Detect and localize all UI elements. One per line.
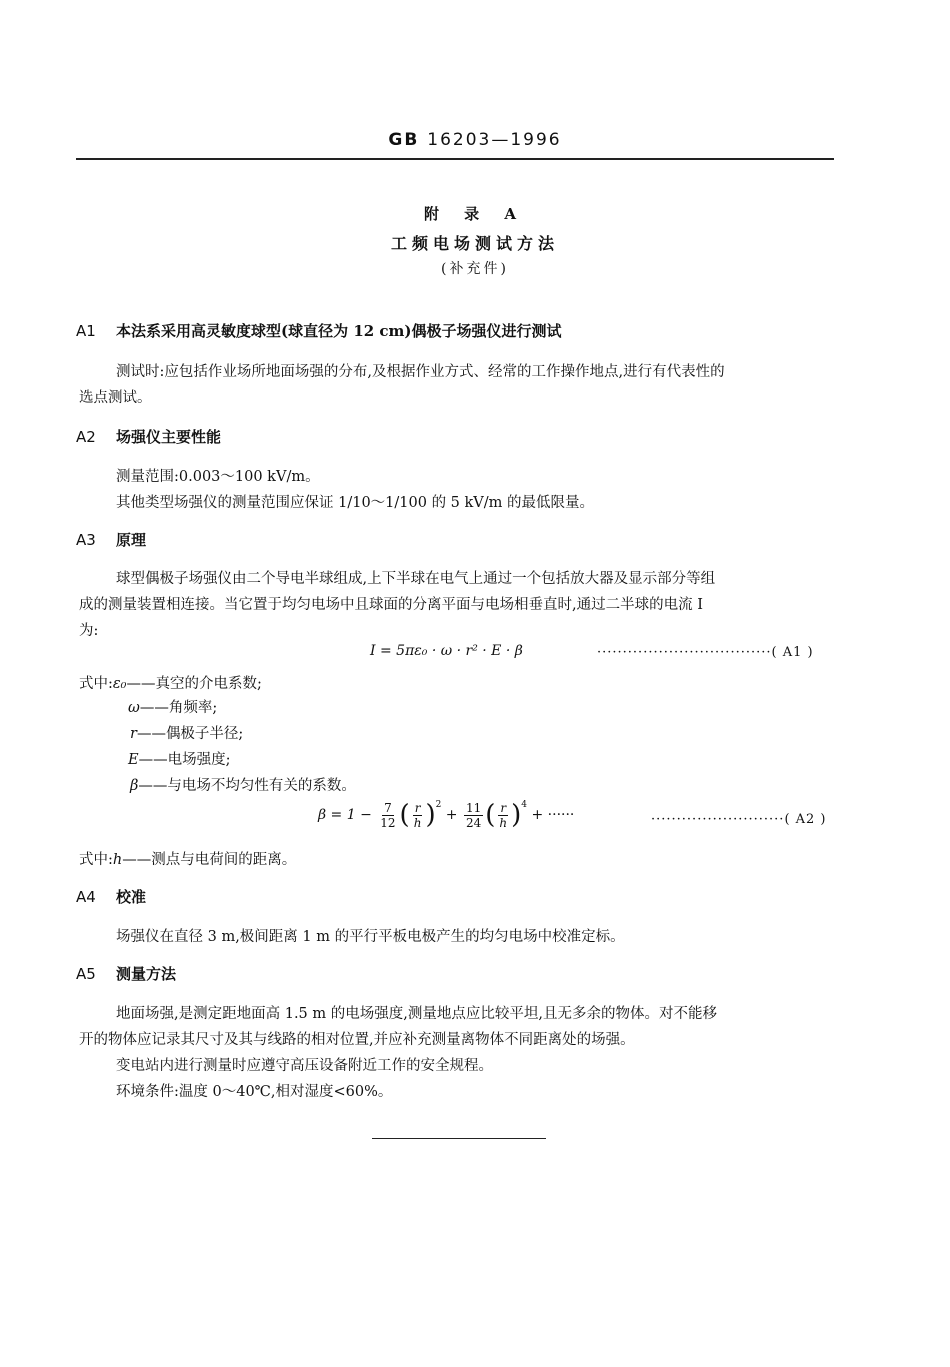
section-title: 原理 xyxy=(116,531,147,549)
variable-line xyxy=(128,696,217,717)
section-number: A3 xyxy=(76,531,96,549)
exponent: 4 xyxy=(521,800,528,810)
var-desc: ——测点与电荷间的距离。 xyxy=(122,852,297,868)
denominator: h xyxy=(413,815,422,830)
denominator: 12 xyxy=(380,815,396,830)
fraction xyxy=(497,801,509,830)
appendix-note: (补充件) xyxy=(441,261,509,277)
variable-line xyxy=(130,774,356,795)
standard-number: 16203—1996 xyxy=(427,130,562,150)
section-number: A2 xyxy=(76,428,96,446)
var-symbol: r xyxy=(130,726,137,742)
section-a5-heading xyxy=(76,963,176,984)
paragraph-line: 测量范围:0.003～100 kV/m。 xyxy=(116,469,320,485)
appendix-subtitle: 工频电场测试方法 xyxy=(390,234,559,253)
formula-a1-tag: ··································( A1 ) xyxy=(597,645,814,660)
header-rule xyxy=(76,158,834,160)
var-symbol: β xyxy=(130,778,139,794)
section-number: A4 xyxy=(76,888,96,906)
numerator: 11 xyxy=(465,800,482,815)
numerator: r xyxy=(500,800,507,815)
section-title: 场强仪主要性能 xyxy=(116,428,222,446)
denominator: h xyxy=(499,815,508,830)
where-text: 式中: xyxy=(79,852,113,868)
paragraph-line: 环境条件:温度 0～40℃,相对湿度<60%。 xyxy=(116,1084,393,1100)
var-symbol: h xyxy=(112,852,123,868)
denominator: 24 xyxy=(465,815,482,830)
var-desc: ——真空的介电系数; xyxy=(126,676,262,692)
appendix-title: 附 录 A xyxy=(423,205,527,223)
section-title: 测量方法 xyxy=(116,965,177,983)
var-desc: ——电场强度; xyxy=(138,752,231,768)
paragraph-line: 球型偶极子场强仪由二个导电半球组成,上下半球在电气上通过一个包括放大器及显示部分等组 xyxy=(116,571,716,587)
fraction xyxy=(412,801,424,830)
end-rule xyxy=(372,1138,546,1139)
numerator: r xyxy=(414,800,421,815)
where-text: 式中: xyxy=(79,676,113,692)
var-desc: ——与电场不均匀性有关的系数。 xyxy=(138,778,356,794)
paragraph-line: 其他类型场强仪的测量范围应保证 1/10～1/100 的 5 kV/m 的最低限量。 xyxy=(116,495,595,511)
formula-lhs: β = 1 − xyxy=(318,807,372,823)
exponent: 2 xyxy=(435,800,442,810)
section-title: 校准 xyxy=(116,888,147,906)
var-symbol: E xyxy=(128,752,139,768)
paragraph-line: 选点测试。 xyxy=(79,390,152,406)
section-a2-heading xyxy=(76,426,221,447)
paragraph-line: 场强仪在直径 3 m,极间距离 1 m 的平行平板电极产生的均匀电场中校准定标。 xyxy=(116,929,625,945)
where-label xyxy=(79,672,262,693)
var-symbol: ω xyxy=(128,700,140,716)
var-desc: ——角频率; xyxy=(139,700,218,716)
section-a4-heading xyxy=(76,886,146,907)
paragraph-line: 开的物体应记录其尺寸及其与线路的相对位置,并应补充测量离物体不同距离处的场强。 xyxy=(79,1032,635,1048)
section-number: A5 xyxy=(76,965,96,983)
document-header xyxy=(0,130,950,150)
section-a1-heading xyxy=(76,320,562,341)
section-number: A1 xyxy=(76,322,96,340)
var-desc: ——偶极子半径; xyxy=(136,726,244,742)
standard-prefix: GB xyxy=(388,130,420,150)
var-symbol: ε₀ xyxy=(112,676,127,692)
paragraph-line: 地面场强,是测定距地面高 1.5 m 的电场强度,测量地点应比较平坦,且无多余的物体。对不能移 xyxy=(116,1006,717,1022)
paragraph-line: 测试时:应包括作业场所地面场强的分布,及根据作业方式、经常的工作操作地点,进行有代表性的 xyxy=(116,364,725,380)
fraction xyxy=(464,801,483,830)
variable-line xyxy=(128,748,230,769)
formula-tail: + ······ xyxy=(531,807,575,823)
section-a3-heading xyxy=(76,529,146,550)
paragraph-line: 为: xyxy=(79,623,99,639)
fraction xyxy=(378,801,397,830)
variable-line xyxy=(130,722,243,743)
numerator: 7 xyxy=(384,800,392,815)
where-h-line xyxy=(79,848,296,869)
plus-sign: + xyxy=(445,807,458,823)
formula-a2: β = 1 − $\frac{7}{12}$ ( $\frac{r}{h}$ )$^2$ + $\frac{11}{24}$ ( $\frac{r}{h}$ )$^4$ + ······ xyxy=(318,800,575,830)
paragraph-line: 变电站内进行测量时应遵守高压设备附近工作的安全规程。 xyxy=(116,1058,493,1074)
paragraph-line: 成的测量装置相连接。当它置于均匀电场中且球面的分离平面与电场相垂直时,通过二半球的电流 I xyxy=(79,597,703,613)
formula-a2-tag: ··························( A2 ) xyxy=(651,812,827,827)
section-title: 本法系采用高灵敏度球型(球直径为 12 cm)偶极子场强仪进行测试 xyxy=(116,322,562,340)
formula-a1: I = 5πε₀ · ω · r² · E · β xyxy=(370,643,523,659)
